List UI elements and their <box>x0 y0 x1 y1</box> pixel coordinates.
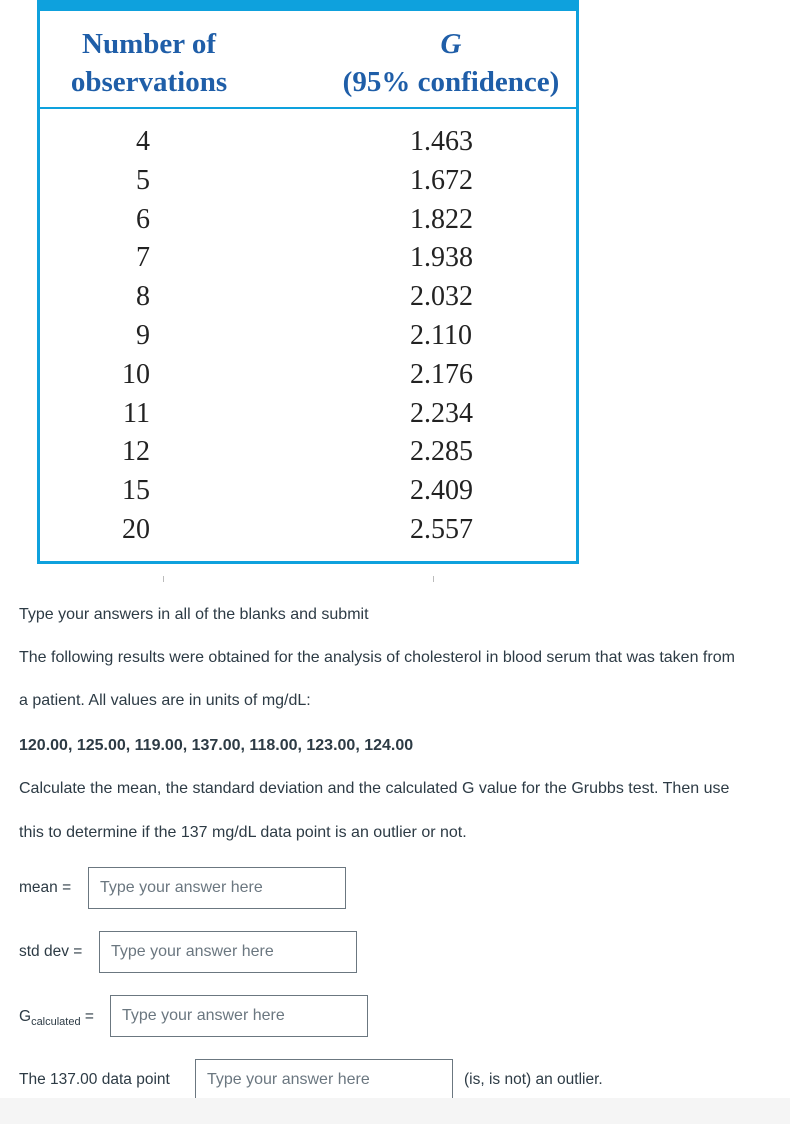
instruction-text: Type your answers in all of the blanks and submit <box>19 606 369 623</box>
table-header <box>40 11 576 109</box>
mean-input[interactable] <box>88 867 346 909</box>
g-critical-value: 2.032 <box>410 281 473 313</box>
table-row <box>40 278 576 316</box>
g-critical-value: 1.938 <box>410 242 473 274</box>
observation-count: 4 <box>136 126 150 157</box>
g-calculated-input[interactable] <box>110 995 368 1037</box>
header-observations: Number of observations <box>70 28 228 98</box>
table-row <box>40 317 576 355</box>
observation-count: 7 <box>136 242 150 274</box>
decorative-tick <box>433 576 434 582</box>
outlier-prefix-label: The 137.00 data point <box>19 1071 170 1088</box>
observation-count: 15 <box>122 475 150 507</box>
observation-count: 20 <box>122 514 150 545</box>
observation-count: 11 <box>123 397 150 429</box>
outlier-suffix-label: (is, is not) an outlier. <box>464 1071 603 1088</box>
observation-count: 8 <box>136 281 150 313</box>
g-critical-value: 2.557 <box>410 514 473 545</box>
table-row <box>40 433 576 471</box>
task-text-line2: this to determine if the 137 mg/dL data point is an outlier or not. <box>19 824 467 841</box>
g-critical-value: 2.110 <box>410 320 472 351</box>
table-row <box>40 239 576 277</box>
table-row <box>40 472 576 510</box>
std-dev-input[interactable] <box>99 931 357 973</box>
table-row <box>40 123 576 161</box>
g-critical-value: 2.234 <box>410 397 473 429</box>
observation-count: 5 <box>136 164 150 196</box>
observation-count: 6 <box>136 203 150 235</box>
observation-count: 10 <box>122 358 150 390</box>
observation-count: 12 <box>122 436 150 468</box>
g-critical-value: 2.285 <box>410 436 473 468</box>
table-row <box>40 201 576 239</box>
table-row <box>40 162 576 200</box>
task-text-line1: Calculate the mean, the standard deviation and the calculated G value for the Grubbs test. Then use <box>19 780 730 797</box>
g-critical-value: 1.463 <box>410 126 473 157</box>
data-values: 120.00, 125.00, 119.00, 137.00, 118.00, 123.00, 124.00 <box>19 737 414 754</box>
grubbs-table <box>37 0 579 564</box>
g-critical-value: 1.672 <box>410 164 473 196</box>
g-critical-value: 2.409 <box>410 475 473 507</box>
observation-count: 9 <box>136 320 150 351</box>
g-calculated-label: $G_{calculated}$ = <box>19 1008 94 1029</box>
bottom-bar <box>0 1098 790 1124</box>
table-row <box>40 511 576 549</box>
intro-text-line2: a patient. All values are in units of mg/dL: <box>19 692 311 709</box>
table-row <box>40 356 576 394</box>
g-critical-value: 2.176 <box>410 358 473 390</box>
g-critical-value: 1.822 <box>410 203 473 235</box>
std-dev-label: std dev = <box>19 943 83 960</box>
decorative-tick <box>163 576 164 582</box>
intro-text-line1: The following results were obtained for the analysis of cholesterol in blood serum that was taken from <box>19 649 735 666</box>
outlier-input[interactable] <box>195 1059 453 1101</box>
header-g: G (95% confidence) <box>342 28 560 98</box>
mean-label: mean = <box>19 879 72 896</box>
table-row <box>40 395 576 433</box>
